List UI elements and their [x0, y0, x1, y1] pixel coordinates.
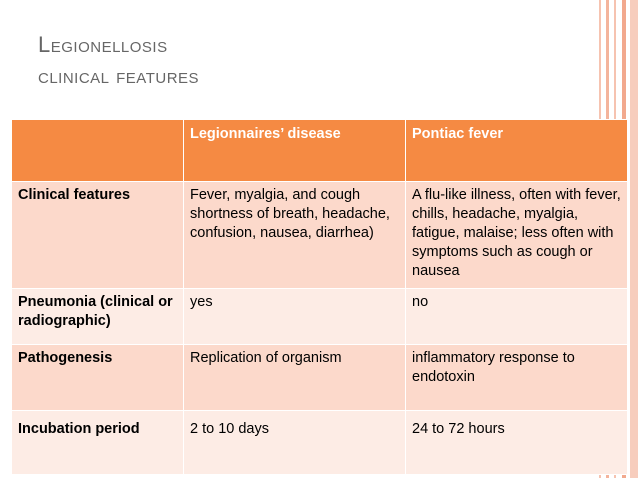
decorative-stripe: [630, 0, 638, 478]
row-label-clinical-features: Clinical features: [12, 182, 184, 289]
row-label-pathogenesis: Pathogenesis: [12, 345, 184, 411]
cell-legionnaires-incubation-period: 2 to 10 days: [184, 411, 406, 475]
table-row: [12, 289, 628, 345]
cell-legionnaires-clinical-features: Fever, myalgia, and cough shortness of breath, headache, confusion, nausea, diarrhea): [184, 182, 406, 289]
slide-title-line2: clinical features: [38, 63, 200, 88]
table-row: [12, 182, 628, 289]
table-row: [12, 411, 628, 475]
cell-legionnaires-pathogenesis: Replication of organism: [184, 345, 406, 411]
header-legionnaires-disease: Legionnaires’ disease: [184, 120, 406, 182]
table-header-row: [12, 120, 628, 182]
cell-pontiac-pathogenesis: inflammatory response to endotoxin: [406, 345, 628, 411]
row-label-pneumonia: Pneumonia (clinical or radiographic): [12, 289, 184, 345]
cell-pontiac-pneumonia: no: [406, 289, 628, 345]
row-label-incubation-period: Incubation period: [12, 411, 184, 475]
slide-title-line1: Legionellosis: [38, 32, 168, 57]
cell-legionnaires-pneumonia: yes: [184, 289, 406, 345]
slide-title: [38, 34, 199, 87]
clinical-features-table: [11, 119, 628, 475]
header-empty-cell: [12, 120, 184, 182]
header-pontiac-fever: Pontiac fever: [406, 120, 628, 182]
table-row: [12, 345, 628, 411]
cell-pontiac-clinical-features: A flu-like illness, often with fever, chills, headache, myalgia, fatigue, malaise; less often with symptoms such as cough or nausea: [406, 182, 628, 289]
cell-pontiac-incubation-period: 24 to 72 hours: [406, 411, 628, 475]
